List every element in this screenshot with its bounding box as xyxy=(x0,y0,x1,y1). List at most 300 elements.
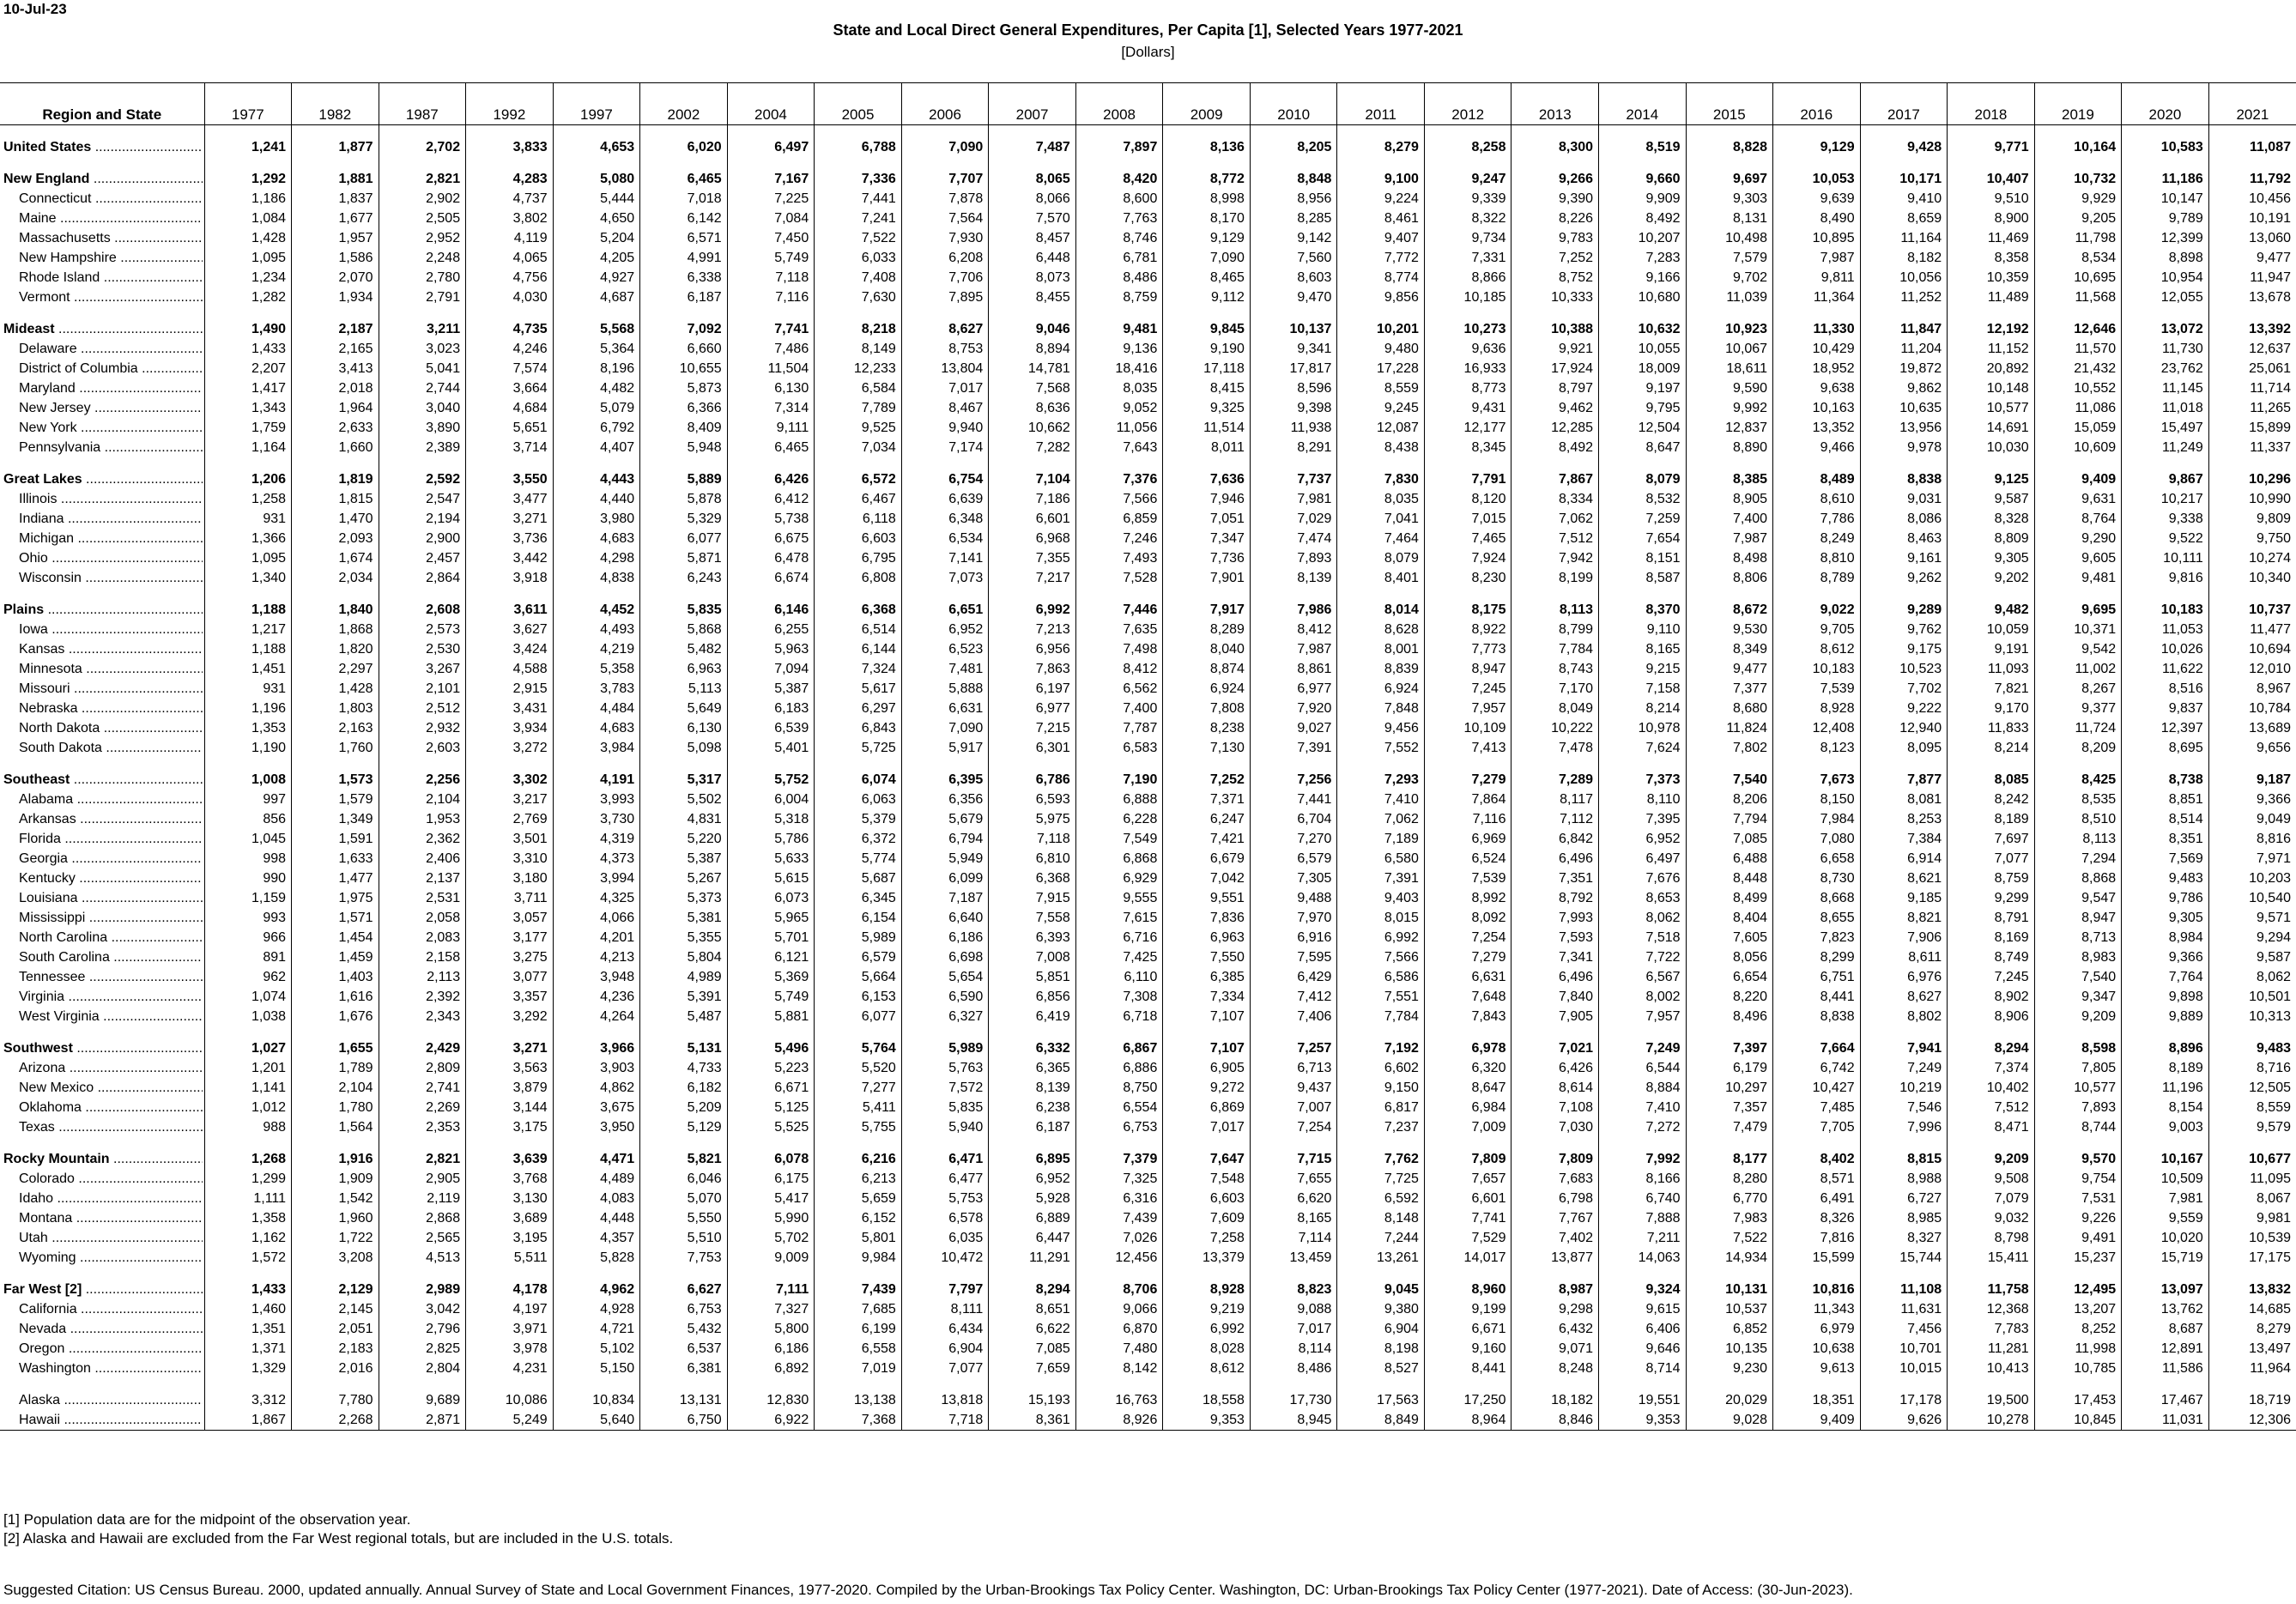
value-cell: 6,718 xyxy=(1075,1007,1163,1026)
value-cell: 5,749 xyxy=(727,987,815,1007)
value-cell: 7,784 xyxy=(1511,639,1599,659)
value-cell: 5,358 xyxy=(553,659,640,679)
year-header: 2021 xyxy=(2208,83,2296,125)
spacer-cell xyxy=(204,588,292,600)
value-cell: 5,209 xyxy=(640,1098,728,1117)
value-cell: 8,056 xyxy=(1686,947,1773,967)
value-cell: 7,480 xyxy=(1075,1339,1163,1359)
value-cell: 5,701 xyxy=(727,928,815,947)
value-cell: 3,802 xyxy=(466,209,554,228)
value-cell: 2,608 xyxy=(379,600,466,620)
spacer-cell xyxy=(1773,457,1861,469)
value-cell: 7,946 xyxy=(1163,489,1251,509)
value-cell: 9,992 xyxy=(1686,398,1773,418)
value-cell: 8,349 xyxy=(1686,639,1773,659)
spacer-cell xyxy=(0,157,204,169)
state-label xyxy=(0,418,204,438)
value-cell: 1,819 xyxy=(292,469,379,489)
value-cell: 6,905 xyxy=(1163,1058,1251,1078)
value-cell: 4,201 xyxy=(553,928,640,947)
value-cell: 12,637 xyxy=(2208,339,2296,359)
spacer-cell xyxy=(1337,157,1425,169)
value-cell: 7,924 xyxy=(1424,548,1511,568)
row-label-text: Texas ..... xyxy=(19,1117,203,1137)
spacer-cell xyxy=(1250,588,1337,600)
value-cell: 9,483 xyxy=(2122,869,2209,888)
spacer-cell xyxy=(815,1026,902,1038)
value-cell: 2,104 xyxy=(379,790,466,809)
spacer-cell xyxy=(2034,758,2122,770)
value-cell: 9,525 xyxy=(815,418,902,438)
value-cell: 9,570 xyxy=(2034,1149,2122,1169)
value-cell: 6,753 xyxy=(640,1299,728,1319)
value-cell: 5,786 xyxy=(727,829,815,849)
value-cell: 966 xyxy=(204,928,292,947)
value-cell: 10,217 xyxy=(2122,489,2209,509)
value-cell: 7,479 xyxy=(1686,1117,1773,1137)
value-cell: 7,026 xyxy=(1075,1228,1163,1248)
value-cell: 8,471 xyxy=(1948,1117,2035,1137)
value-cell: 11,252 xyxy=(1860,288,1948,307)
value-cell: 8,409 xyxy=(640,418,728,438)
value-cell: 7,400 xyxy=(1075,699,1163,718)
value-cell: 4,283 xyxy=(466,169,554,189)
spacer-cell xyxy=(292,1268,379,1280)
value-cell: 7,034 xyxy=(815,438,902,457)
value-cell: 6,660 xyxy=(640,339,728,359)
value-cell: 2,268 xyxy=(292,1410,379,1431)
spacer-cell xyxy=(1511,157,1599,169)
value-cell: 1,258 xyxy=(204,489,292,509)
value-cell: 13,818 xyxy=(901,1390,989,1410)
state-row xyxy=(0,288,2296,307)
value-cell: 11,477 xyxy=(2208,620,2296,639)
value-cell: 3,550 xyxy=(466,469,554,489)
value-cell: 21,432 xyxy=(2034,359,2122,378)
value-cell: 9,205 xyxy=(2034,209,2122,228)
value-cell: 7,595 xyxy=(1250,947,1337,967)
spacer-cell xyxy=(1424,157,1511,169)
value-cell: 1,164 xyxy=(204,438,292,457)
value-cell: 6,794 xyxy=(901,829,989,849)
value-cell: 1,934 xyxy=(292,288,379,307)
value-cell: 7,192 xyxy=(1337,1038,1425,1058)
value-cell: 4,683 xyxy=(553,529,640,548)
value-cell: 4,452 xyxy=(553,600,640,620)
value-cell: 9,052 xyxy=(1075,398,1163,418)
row-label-text: Florida ..... xyxy=(19,829,203,849)
value-cell: 8,113 xyxy=(1511,600,1599,620)
region-row xyxy=(0,137,2296,157)
value-cell: 7,225 xyxy=(727,189,815,209)
value-cell: 6,297 xyxy=(815,699,902,718)
value-cell: 6,904 xyxy=(901,1339,989,1359)
value-cell: 7,574 xyxy=(466,359,554,378)
value-cell: 7,413 xyxy=(1424,738,1511,758)
value-cell: 8,361 xyxy=(989,1410,1076,1431)
value-cell: 13,138 xyxy=(815,1390,902,1410)
value-cell: 7,786 xyxy=(1773,509,1861,529)
value-cell: 8,117 xyxy=(1511,790,1599,809)
spacer-cell xyxy=(1773,1268,1861,1280)
value-cell: 4,489 xyxy=(553,1169,640,1189)
value-cell: 5,070 xyxy=(640,1189,728,1208)
spacer-cell xyxy=(466,1268,554,1280)
value-cell: 8,496 xyxy=(1686,1007,1773,1026)
value-cell: 7,254 xyxy=(1424,928,1511,947)
spacer-cell xyxy=(989,1268,1076,1280)
spacer-cell xyxy=(1075,1268,1163,1280)
value-cell: 4,231 xyxy=(466,1359,554,1378)
value-cell: 6,544 xyxy=(1599,1058,1687,1078)
value-cell: 7,252 xyxy=(1511,248,1599,268)
spacer-cell xyxy=(466,588,554,600)
value-cell: 6,381 xyxy=(640,1359,728,1378)
value-cell: 7,487 xyxy=(989,137,1076,157)
value-cell: 11,031 xyxy=(2122,1410,2209,1431)
value-cell: 6,924 xyxy=(1163,679,1251,699)
value-cell: 4,197 xyxy=(466,1299,554,1319)
value-cell: 8,049 xyxy=(1511,699,1599,718)
value-cell: 1,038 xyxy=(204,1007,292,1026)
value-cell: 7,878 xyxy=(901,189,989,209)
spacer-cell xyxy=(1337,457,1425,469)
value-cell: 9,197 xyxy=(1599,378,1687,398)
row-label-text: Nevada ..... xyxy=(19,1319,203,1339)
value-cell: 9,339 xyxy=(1424,189,1511,209)
value-cell: 7,673 xyxy=(1773,770,1861,790)
value-cell: 10,737 xyxy=(2208,600,2296,620)
value-cell: 10,816 xyxy=(1773,1280,1861,1299)
value-cell: 6,004 xyxy=(727,790,815,809)
value-cell: 15,059 xyxy=(2034,418,2122,438)
state-row xyxy=(0,189,2296,209)
value-cell: 9,403 xyxy=(1337,888,1425,908)
value-cell: 6,916 xyxy=(1250,928,1337,947)
value-cell: 6,046 xyxy=(640,1169,728,1189)
value-cell: 7,920 xyxy=(1250,699,1337,718)
spacer-cell xyxy=(204,758,292,770)
state-label xyxy=(0,869,204,888)
value-cell: 1,460 xyxy=(204,1299,292,1319)
value-cell: 3,950 xyxy=(553,1117,640,1137)
value-cell: 8,967 xyxy=(2208,679,2296,699)
value-cell: 7,277 xyxy=(815,1078,902,1098)
value-cell: 7,118 xyxy=(989,829,1076,849)
value-cell: 8,668 xyxy=(1773,888,1861,908)
value-cell: 7,112 xyxy=(1511,809,1599,829)
value-cell: 7,485 xyxy=(1773,1098,1861,1117)
spacer-cell xyxy=(466,1378,554,1390)
spacer-cell xyxy=(1250,457,1337,469)
spacer-cell xyxy=(989,307,1076,319)
value-cell: 8,401 xyxy=(1337,568,1425,588)
spacer-row xyxy=(0,1026,2296,1038)
spacer-cell xyxy=(553,1137,640,1149)
value-cell: 9,587 xyxy=(2208,947,2296,967)
value-cell: 7,767 xyxy=(1511,1208,1599,1228)
value-cell: 6,074 xyxy=(815,770,902,790)
value-cell: 9,437 xyxy=(1250,1078,1337,1098)
value-cell: 8,120 xyxy=(1424,489,1511,509)
value-cell: 3,783 xyxy=(553,679,640,699)
value-cell: 9,380 xyxy=(1337,1299,1425,1319)
state-row xyxy=(0,699,2296,718)
spacer-row xyxy=(0,1268,2296,1280)
value-cell: 8,467 xyxy=(901,398,989,418)
value-cell: 7,379 xyxy=(1075,1149,1163,1169)
value-cell: 1,329 xyxy=(204,1359,292,1378)
value-cell: 8,035 xyxy=(1337,489,1425,509)
value-cell: 8,659 xyxy=(1860,209,1948,228)
row-label-text: Rhode Island ..... xyxy=(19,268,203,288)
value-cell: 6,808 xyxy=(815,568,902,588)
spacer-cell xyxy=(1599,1268,1687,1280)
value-cell: 9,409 xyxy=(1773,1410,1861,1431)
value-cell: 8,448 xyxy=(1686,869,1773,888)
value-cell: 8,802 xyxy=(1860,1007,1948,1026)
value-cell: 7,783 xyxy=(1948,1319,2035,1339)
value-cell: 3,966 xyxy=(553,1038,640,1058)
value-cell: 1,916 xyxy=(292,1149,379,1169)
spacer-cell xyxy=(1424,1026,1511,1038)
value-cell: 5,131 xyxy=(640,1038,728,1058)
state-label xyxy=(0,738,204,758)
value-cell: 7,041 xyxy=(1337,509,1425,529)
value-cell: 9,290 xyxy=(2034,529,2122,548)
value-cell: 6,640 xyxy=(901,908,989,928)
value-cell: 11,337 xyxy=(2208,438,2296,457)
value-cell: 4,721 xyxy=(553,1319,640,1339)
spacer-cell xyxy=(2208,1026,2296,1038)
value-cell: 8,653 xyxy=(1599,888,1687,908)
value-cell: 8,627 xyxy=(901,319,989,339)
value-cell: 10,784 xyxy=(2208,699,2296,718)
value-cell: 11,514 xyxy=(1163,418,1251,438)
spacer-row xyxy=(0,588,2296,600)
value-cell: 7,351 xyxy=(1511,869,1599,888)
value-cell: 7,780 xyxy=(292,1390,379,1410)
value-cell: 8,065 xyxy=(989,169,1076,189)
value-cell: 6,963 xyxy=(1163,928,1251,947)
value-cell: 9,266 xyxy=(1511,169,1599,189)
value-cell: 8,861 xyxy=(1250,659,1337,679)
value-cell: 1,206 xyxy=(204,469,292,489)
value-cell: 6,187 xyxy=(640,288,728,307)
value-cell: 12,456 xyxy=(1075,1248,1163,1268)
value-cell: 6,063 xyxy=(815,790,902,809)
value-cell: 8,922 xyxy=(1424,620,1511,639)
value-cell: 11,265 xyxy=(2208,398,2296,418)
value-cell: 8,242 xyxy=(1948,790,2035,809)
value-cell: 997 xyxy=(204,790,292,809)
value-cell: 8,248 xyxy=(1511,1359,1599,1378)
state-row xyxy=(0,888,2296,908)
row-label-text: Pennsylvania ..... xyxy=(19,438,203,457)
state-label xyxy=(0,228,204,248)
value-cell: 14,691 xyxy=(1948,418,2035,438)
value-cell: 4,482 xyxy=(553,378,640,398)
state-row xyxy=(0,1007,2296,1026)
value-cell: 8,789 xyxy=(1773,568,1861,588)
value-cell: 7,252 xyxy=(1163,770,1251,790)
spacer-cell xyxy=(2208,1137,2296,1149)
value-cell: 1,454 xyxy=(292,928,379,947)
value-cell: 4,219 xyxy=(553,639,640,659)
value-cell: 7,685 xyxy=(815,1299,902,1319)
value-cell: 7,084 xyxy=(727,209,815,228)
value-cell: 7,718 xyxy=(901,1410,989,1431)
value-cell: 8,214 xyxy=(1599,699,1687,718)
value-cell: 5,615 xyxy=(727,869,815,888)
state-row xyxy=(0,1228,2296,1248)
value-cell: 2,163 xyxy=(292,718,379,738)
value-cell: 9,547 xyxy=(2034,888,2122,908)
value-cell: 7,539 xyxy=(1773,679,1861,699)
spacer-cell xyxy=(1948,588,2035,600)
value-cell: 8,062 xyxy=(1599,908,1687,928)
value-cell: 9,867 xyxy=(2122,469,2209,489)
value-cell: 2,633 xyxy=(292,418,379,438)
value-cell: 6,121 xyxy=(727,947,815,967)
value-cell: 891 xyxy=(204,947,292,967)
value-cell: 8,165 xyxy=(1599,639,1687,659)
spacer-cell xyxy=(727,157,815,169)
value-cell: 7,605 xyxy=(1686,928,1773,947)
value-cell: 4,205 xyxy=(553,248,640,268)
value-cell: 8,123 xyxy=(1773,738,1861,758)
spacer-cell xyxy=(466,157,554,169)
value-cell: 9,856 xyxy=(1337,288,1425,307)
value-cell: 8,596 xyxy=(1250,378,1337,398)
state-row xyxy=(0,1359,2296,1378)
value-cell: 7,412 xyxy=(1250,987,1337,1007)
value-cell: 8,170 xyxy=(1163,209,1251,228)
value-cell: 2,018 xyxy=(292,378,379,398)
row-label-text: Vermont ..... xyxy=(19,288,203,307)
value-cell: 5,752 xyxy=(727,770,815,790)
value-cell: 8,983 xyxy=(2034,947,2122,967)
value-cell: 8,896 xyxy=(2122,1038,2209,1058)
value-cell: 8,985 xyxy=(1860,1208,1948,1228)
value-cell: 8,253 xyxy=(1860,809,1948,829)
row-label-text: North Dakota ..... xyxy=(19,718,203,738)
value-cell: 9,202 xyxy=(1948,568,2035,588)
spacer-cell xyxy=(640,758,728,770)
value-cell: 11,570 xyxy=(2034,339,2122,359)
spacer-cell xyxy=(1250,157,1337,169)
value-cell: 8,334 xyxy=(1511,489,1599,509)
value-cell: 7,355 xyxy=(989,548,1076,568)
value-cell: 9,366 xyxy=(2122,947,2209,967)
value-cell: 8,651 xyxy=(989,1299,1076,1319)
state-label xyxy=(0,1117,204,1137)
value-cell: 9,366 xyxy=(2208,790,2296,809)
spacer-cell xyxy=(815,1378,902,1390)
value-cell: 10,067 xyxy=(1686,339,1773,359)
value-cell: 7,707 xyxy=(901,169,989,189)
value-cell: 10,185 xyxy=(1424,288,1511,307)
value-cell: 5,355 xyxy=(640,928,728,947)
value-cell: 9,571 xyxy=(2208,908,2296,928)
value-cell: 6,332 xyxy=(989,1038,1076,1058)
value-cell: 1,586 xyxy=(292,248,379,268)
value-cell: 7,655 xyxy=(1250,1169,1337,1189)
value-cell: 11,249 xyxy=(2122,438,2209,457)
spacer-cell xyxy=(1250,125,1337,138)
value-cell: 5,749 xyxy=(727,248,815,268)
state-label xyxy=(0,967,204,987)
value-cell: 3,208 xyxy=(292,1248,379,1268)
value-cell: 8,713 xyxy=(2034,928,2122,947)
spacer-row xyxy=(0,307,2296,319)
value-cell: 7,558 xyxy=(989,908,1076,928)
value-cell: 9,978 xyxy=(1860,438,1948,457)
spacer-cell xyxy=(1948,1378,2035,1390)
state-row xyxy=(0,568,2296,588)
year-header: 2009 xyxy=(1163,83,1251,125)
spacer-cell xyxy=(815,457,902,469)
value-cell: 11,053 xyxy=(2122,620,2209,639)
state-label xyxy=(0,620,204,639)
value-cell: 7,705 xyxy=(1773,1117,1861,1137)
value-cell: 12,891 xyxy=(2122,1339,2209,1359)
value-cell: 1,008 xyxy=(204,770,292,790)
value-cell: 1,403 xyxy=(292,967,379,987)
value-cell: 6,488 xyxy=(1686,849,1773,869)
value-cell: 5,317 xyxy=(640,770,728,790)
value-cell: 8,905 xyxy=(1686,489,1773,509)
value-cell: 6,562 xyxy=(1075,679,1163,699)
value-cell: 3,978 xyxy=(466,1339,554,1359)
value-cell: 8,868 xyxy=(2034,869,2122,888)
value-cell: 6,447 xyxy=(989,1228,1076,1248)
value-cell: 5,098 xyxy=(640,738,728,758)
value-cell: 6,567 xyxy=(1599,967,1687,987)
value-cell: 7,531 xyxy=(2034,1189,2122,1208)
value-cell: 1,196 xyxy=(204,699,292,718)
value-cell: 7,391 xyxy=(1250,738,1337,758)
value-cell: 1,074 xyxy=(204,987,292,1007)
value-cell: 11,847 xyxy=(1860,319,1948,339)
value-cell: 8,960 xyxy=(1424,1280,1511,1299)
value-cell: 6,154 xyxy=(815,908,902,928)
value-cell: 9,377 xyxy=(2034,699,2122,718)
value-cell: 8,821 xyxy=(1860,908,1948,928)
value-cell: 6,534 xyxy=(901,529,989,548)
region-row xyxy=(0,600,2296,620)
row-label-text: Georgia ..... xyxy=(19,849,203,869)
value-cell: 3,180 xyxy=(466,869,554,888)
value-cell: 1,573 xyxy=(292,770,379,790)
value-cell: 9,390 xyxy=(1511,189,1599,209)
value-cell: 9,530 xyxy=(1686,620,1773,639)
value-cell: 7,773 xyxy=(1424,639,1511,659)
value-cell: 5,079 xyxy=(553,398,640,418)
value-cell: 5,369 xyxy=(727,967,815,987)
value-cell: 8,773 xyxy=(1424,378,1511,398)
value-cell: 4,683 xyxy=(553,718,640,738)
value-cell: 5,373 xyxy=(640,888,728,908)
spacer-cell xyxy=(727,125,815,138)
value-cell: 7,683 xyxy=(1511,1169,1599,1189)
value-cell: 9,783 xyxy=(1511,228,1599,248)
value-cell: 9,289 xyxy=(1860,600,1948,620)
value-cell: 7,615 xyxy=(1075,908,1163,928)
spacer-cell xyxy=(553,1378,640,1390)
state-row xyxy=(0,639,2296,659)
value-cell: 8,612 xyxy=(1163,1359,1251,1378)
